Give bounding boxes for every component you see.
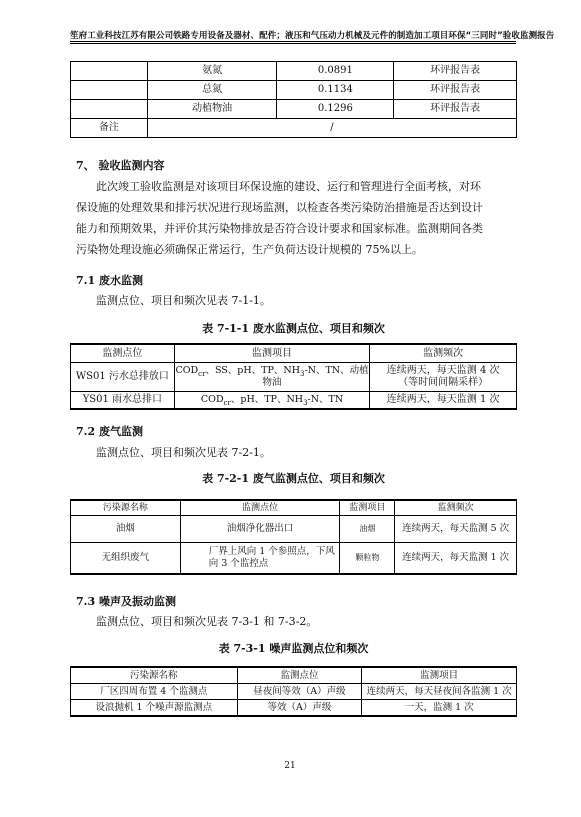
paragraph-line: 保设施的处理效果和排污状况进行现场监测，以检查各类污染防治措施是否达到设计	[76, 201, 483, 214]
remark-value: /	[147, 119, 516, 138]
table-row	[71, 81, 517, 100]
table-row	[71, 543, 517, 575]
table-row	[71, 119, 517, 138]
table-cell: 环评报告表	[394, 100, 517, 119]
table-row	[71, 363, 517, 392]
wastewater-monitoring-table	[70, 343, 517, 410]
column-header: 监测点位	[237, 667, 362, 684]
table-caption: 表 7-1-1 废水监测点位、项目和频次	[202, 322, 385, 335]
table-cell	[71, 62, 148, 81]
paragraph-line: 监测点位、项目和频次见表 7-3-1 和 7-3-2。	[96, 615, 318, 628]
exhaust-gas-monitoring-table	[70, 499, 517, 575]
table-row	[71, 392, 517, 410]
table-cell: 动植物油	[147, 100, 277, 119]
paragraph-line: 此次竣工验收监测是对该项目环保设施的建设、运行和管理进行全面考核，对环	[96, 180, 481, 193]
paragraph-line: 污染物处理设施必须确保正常运行，生产负荷达设计规模的 75%以上。	[76, 243, 423, 256]
remark-label: 备注	[71, 119, 148, 138]
table-cell: 连续两天，每天昼夜间各监测 1 次	[362, 684, 517, 700]
column-header: 监测频次	[370, 344, 517, 363]
table-cell: 等效（A）声级	[237, 700, 362, 717]
table-row	[71, 700, 517, 717]
table-cell: 连续两天，每天监测 1 次	[370, 392, 517, 410]
table-cell: 连续两天，每天监测 1 次	[395, 543, 517, 575]
table-cell: 0.1134	[277, 81, 394, 100]
table-cell: 颗粒物	[340, 543, 395, 575]
column-header: 监测项目	[362, 667, 517, 684]
table-cell: 设浪抛机 1 个噪声源监测点	[71, 700, 238, 717]
column-header: 污染源名称	[71, 667, 238, 684]
table-cell: 0.1296	[277, 100, 394, 119]
column-header: 监测频次	[395, 500, 517, 516]
subsection-heading: 7.2 废气监测	[76, 425, 143, 438]
column-header: 监测项目	[340, 500, 395, 516]
page-number: 21	[284, 761, 296, 771]
table-row	[71, 684, 517, 700]
subsection-heading: 7.1 废水监测	[76, 274, 143, 287]
paragraph-line: 监测点位、项目和频次见表 7-1-1。	[96, 294, 271, 307]
table-cell: 环评报告表	[394, 62, 517, 81]
table-cell: 油烟净化器出口	[180, 516, 340, 543]
column-header: 监测项目	[174, 344, 370, 363]
table-cell: 总氮	[147, 81, 277, 100]
table-cell: 油烟	[71, 516, 181, 543]
header-rule-thick	[70, 43, 516, 44]
table-cell: 连续两天，每天监测 4 次 （等时间间隔采样）	[370, 363, 517, 392]
column-header: 监测点位	[180, 500, 340, 516]
section-heading: 7、 验收监测内容	[76, 159, 165, 172]
table-header-row	[71, 344, 517, 363]
table-cell: 厂界上风向 1 个参照点，下风 向 3 个监控点	[180, 543, 340, 575]
column-header: 监测点位	[71, 344, 175, 363]
table-row	[71, 516, 517, 543]
table-caption: 表 7-3-1 噪声监测点位和频次	[218, 642, 369, 655]
table-header-row	[71, 500, 517, 516]
table-cell: 油烟	[340, 516, 395, 543]
noise-monitoring-table	[70, 666, 517, 717]
table-row	[71, 100, 517, 119]
paragraph-line: 能力和预期效果，并评价其污染物排放是否符合设计要求和国家标准。监测期间各类	[76, 222, 483, 235]
pollutant-total-table	[70, 61, 517, 138]
table-cell: 厂区四周布置 4 个监测点	[71, 684, 238, 700]
table-header-row	[71, 667, 517, 684]
table-cell: 一天，监测 1 次	[362, 700, 517, 717]
table-caption: 表 7-2-1 废气监测点位、项目和频次	[202, 472, 385, 485]
table-cell	[71, 81, 148, 100]
table-cell	[71, 100, 148, 119]
table-cell: 0.0891	[277, 62, 394, 81]
table-cell: $COD_{cr}$、SS、pH、TP、$NH_3-N$、TN、动植物油	[174, 363, 370, 392]
table-cell: 连续两天，每天监测 5 次	[395, 516, 517, 543]
table-cell: YS01 雨水总排口	[71, 392, 175, 410]
table-cell: 环评报告表	[394, 81, 517, 100]
running-header: 笙府工业科技江苏有限公司铁路专用设备及器材、配件；液压和气压动力机械及元件的制造加工项目环保“三同时”验收监测报告	[70, 31, 555, 41]
subsection-heading: 7.3 噪声及振动监测	[76, 595, 176, 608]
header-rule	[70, 41, 516, 42]
table-cell: 氨氮	[147, 62, 277, 81]
paragraph-line: 监测点位、项目和频次见表 7-2-1。	[96, 446, 271, 459]
table-cell: 昼夜间等效（A）声级	[237, 684, 362, 700]
table-cell: WS01 污水总排放口	[71, 363, 175, 392]
table-cell: $COD_{cr}$、pH、TP、$NH_3-N$、TN	[174, 392, 370, 410]
column-header: 污染源名称	[71, 500, 181, 516]
table-row	[71, 62, 517, 81]
table-cell: 无组织废气	[71, 543, 181, 575]
